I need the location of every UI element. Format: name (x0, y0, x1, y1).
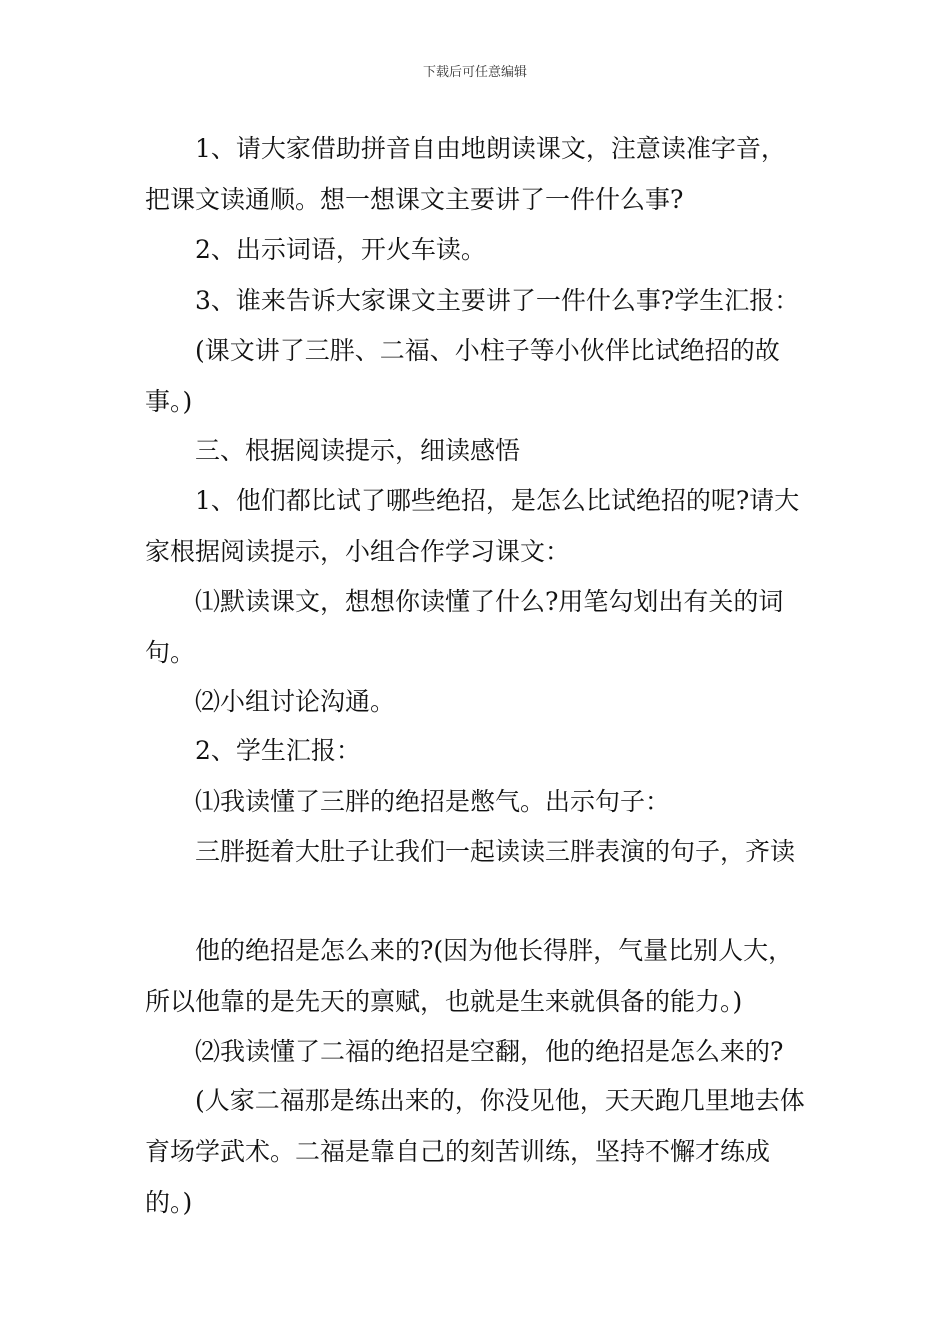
section-heading: 三、根据阅读提示，细读感悟 (195, 436, 521, 465)
paragraph-8: 2、学生汇报： (195, 736, 361, 765)
paragraph-3: 3、谁来告诉大家课文主要讲了一件什么事?学生汇报： (195, 286, 800, 315)
paragraph-5: 1、他们都比试了哪些绝招，是怎么比试绝招的呢?请大家根据阅读提示，小组合作学习课文： (145, 486, 800, 566)
paragraph-11: 他的绝招是怎么来的?(因为他长得胖，气量比别人大，所以他靠的是先天的禀赋，也就是生来就俱备的能力。) (145, 936, 794, 1016)
page-header: 下载后可任意编辑 (422, 65, 527, 80)
paragraph-9: ⑴我读懂了三胖的绝招是憋气。出示句子： (195, 787, 671, 816)
paragraph-1: 1、请大家借助拼音自由地朗读课文，注意读准字音，把课文读通顺。想一想课文主要讲了一件什么事? (145, 134, 786, 214)
paragraph-13: (人家二福那是练出来的，你没见他，天天跑几里地去体育场学武术。二福是靠自己的刻苦训练，坚持不懈才练成的。) (145, 1086, 805, 1217)
paragraph-12: ⑵我读懂了二福的绝招是空翻，他的绝招是怎么来的? (195, 1037, 784, 1066)
paragraph-4: (课文讲了三胖、二福、小柱子等小伙伴比试绝招的故事。) (145, 336, 780, 416)
paragraph-6: ⑴默读课文，想想你读懂了什么?用笔勾划出有关的词句。 (145, 587, 784, 667)
paragraph-7: ⑵小组讨论沟通。 (195, 687, 396, 716)
paragraph-10: 三胖挺着大肚子让我们一起读读三胖表演的句子，齐读 (195, 837, 796, 866)
paragraph-2: 2、出示词语，开火车读。 (195, 235, 486, 264)
